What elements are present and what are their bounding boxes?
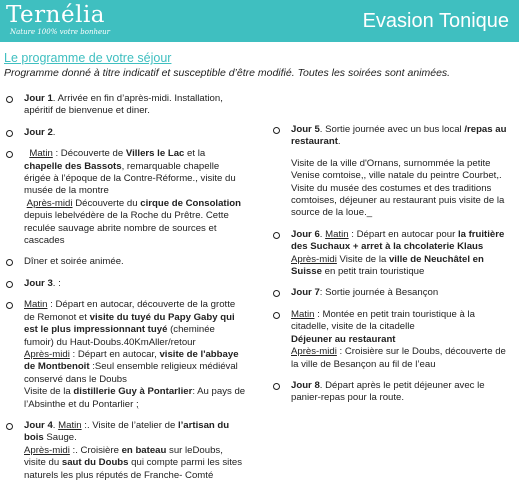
list-item-day-6: Jour 6. Matin : Départ en autocar pour la fruitière des Suchaux + arret à la chcolaterie Klaus Après-midi Visite de la ville de Neuchâtel en Suisse en petit train touristique [271,229,513,279]
bullet-icon [6,259,13,266]
day-label: Jour 1 [24,93,53,104]
list-item-day-3-detail: Matin : Départ en autocar, découverte de la grotte de Remonot et visite du tuyé du Papy Gaby qui est le plus impressionnant tuyé (cheminée fumoir) du Haut-Doubs.40KmAller/retour Après-midi : Départ en autocar, visite de l'abbaye de Montbenoit :Seul ensemble religieux médiéval conservé dans le Doubs Visite de la distillerie Guy à Pontarlier: Au pays de l’Absinthe et du Pontarlier ; [4,299,246,411]
matin-label: Matin [29,148,53,160]
left-column [4,93,246,491]
list-item-day-2-detail: Matin : Découverte de Villers le Lac et la chapelle des Bassots, remarquable chapelle érigée à l’époque de la Contre-Réforme., visite du musée de la montre Après-midi Découverte du cirque de Consolation depuis lebelvédère de la Roche du Prêtre. Cette reculée sauvage abrite nombre de sources et cascades [4,148,246,247]
apres-midi-label: Après-midi [26,197,73,209]
day-label: Jour 5 [291,124,320,135]
day-label: Jour 4 [24,419,53,431]
list-item-day-1 [4,93,246,118]
day-label: Jour 3 [24,277,53,289]
list-item-day-5: Jour 5. Sortie journée avec un bus local /repas au restaurant. Visite de la ville d'Ornans, surnommée la petite Venise comtoise,, ville natale du peintre Courbet,. Visite du musée des costumes et des traditions comtoises, déjeuner au restaurant puis visite de la source de la loue._ [271,124,513,220]
apres-midi-label: Après-midi [291,346,337,358]
day-label: Jour 2 [24,126,53,138]
apres-midi-label: Après-midi [291,253,337,265]
matin-label: Matin [325,228,349,240]
bullet-icon [6,96,13,103]
day-label: Jour 7 [291,287,320,299]
intro-text: Programme donné à titre indicatif et susceptible d’être modifié. Toutes les soirées sont animées. [4,67,451,79]
day-label: Jour 8 [291,379,320,391]
day-text: . Arrivée en fin d’après-midi. Installation, apéritif de bienvenue et diner. [24,93,223,117]
bullet-icon [6,151,13,158]
list-item-day-2: Jour 2. [4,127,246,139]
brand-logo: Ternélia [6,2,106,28]
matin-label: Matin [24,299,48,311]
bullet-icon [273,232,280,239]
list-item-day-8: Jour 8. Départ après le petit déjeuner avec le panier-repas pour la route. [271,380,513,405]
list-item-day-3: Jour 3. : [4,278,246,290]
day-label: Jour 6 [291,228,320,240]
bullet-icon [6,130,13,137]
header-banner [0,0,519,42]
matin-label: Matin [58,419,82,431]
list-item-day-4: Jour 4. Matin :. Visite de l’atelier de l’artisan du bois Sauge. Après-midi :. Croisière en bateau sur leDoubs, visite du saut du Doubs qui compte parmi les sites naturels les plus réputés de Franche- Comté [4,420,246,482]
section-title: Le programme de votre séjour [4,51,172,65]
matin-label: Matin [291,308,315,320]
list-item-day-7-detail: Matin : Montée en petit train touristique à la citadelle, visite de la citadelle Déjeuner au restaurant Après-midi : Croisière sur le Doubs, découverte de la ville de Besançon au fil de l’eau [271,309,513,371]
bullet-icon [6,302,13,309]
bullet-icon [273,127,280,134]
list-item-diner: Dîner et soirée animée. [4,256,246,268]
right-column [271,124,513,414]
page-title: Evasion Tonique [362,10,509,32]
bullet-icon [6,423,13,430]
bullet-icon [273,290,280,297]
list-item-day-7: Jour 7: Sortie journée à Besançon [271,287,513,299]
apres-midi-label: Après-midi [24,348,70,360]
apres-midi-label: Après-midi [24,444,70,456]
bullet-icon [6,281,13,288]
bullet-icon [273,312,280,319]
bullet-icon [273,383,280,390]
brand-tagline: Nature 100% votre bonheur [10,28,110,36]
